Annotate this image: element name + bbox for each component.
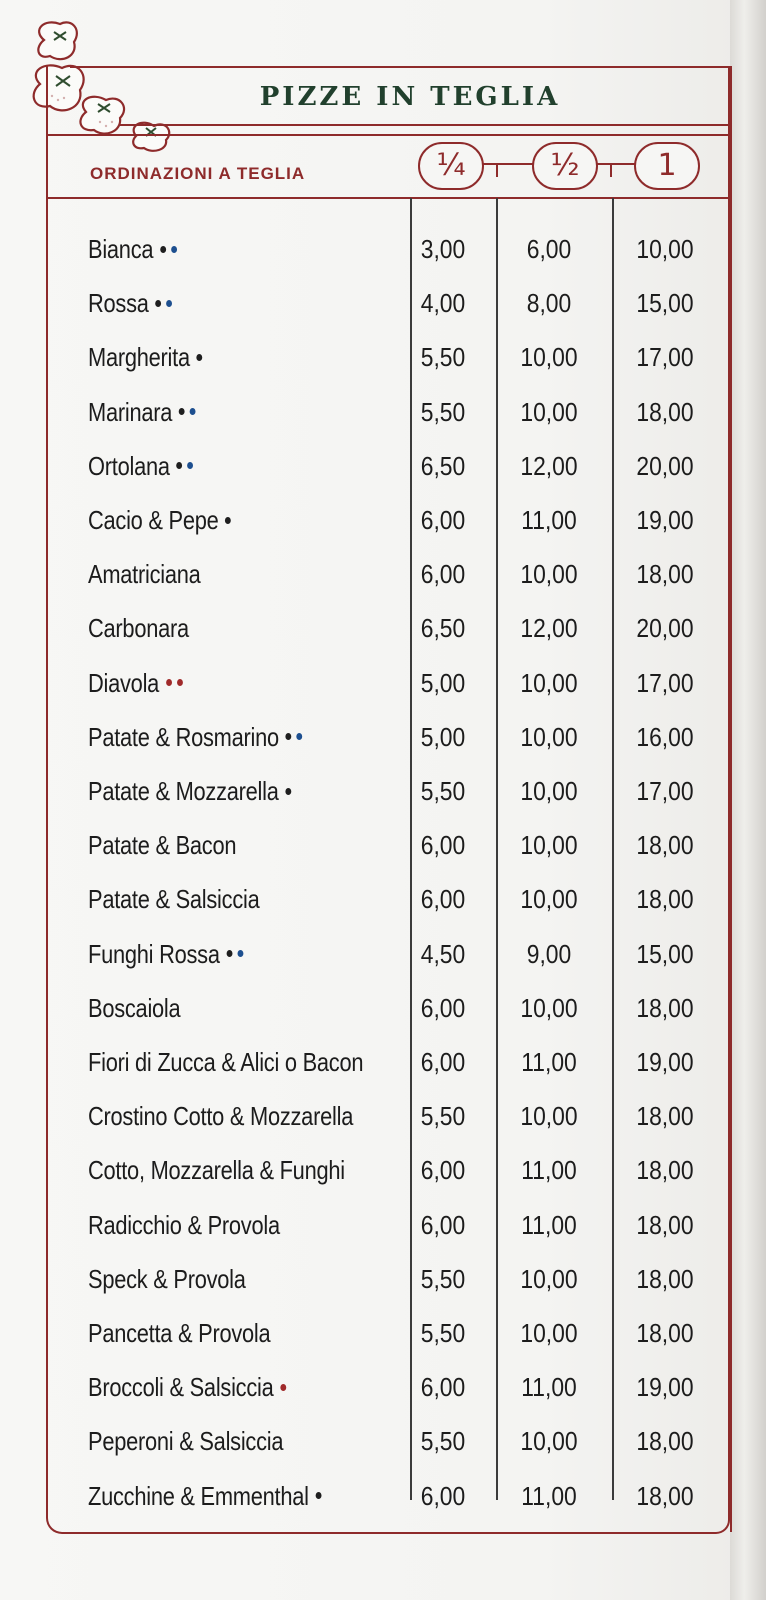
menu-item-row (0, 764, 730, 818)
price-whole: 18,00 (636, 1155, 694, 1186)
frame-right-border (730, 66, 732, 1532)
badge-connector (596, 163, 636, 165)
menu-item-label: Bianca (88, 234, 154, 264)
menu-item-label: Patate & Mozzarella (88, 776, 279, 806)
menu-item-label: Marinara (88, 396, 173, 427)
size-badge-quarter: ¼ (418, 142, 484, 190)
price-quarter: 6,00 (420, 992, 466, 1023)
menu-item-row (0, 493, 730, 547)
menu-item-row (0, 1414, 730, 1468)
price-whole: 18,00 (636, 1263, 694, 1294)
price-whole: 15,00 (636, 288, 694, 319)
menu-item-row (0, 1089, 730, 1143)
blue-dot-icon (297, 733, 303, 740)
menu-item-label: Ortolana (88, 450, 170, 481)
price-half: 11,00 (521, 1047, 577, 1077)
menu-item-name (88, 385, 196, 439)
menu-item-name (88, 1252, 246, 1306)
price-whole: 18,00 (636, 559, 694, 590)
menu-item-label: Patate & Salsiccia (88, 884, 260, 915)
red-dot-icon (280, 1384, 286, 1391)
price-quarter: 4,00 (420, 288, 466, 319)
price-quarter: 5,50 (420, 342, 466, 373)
menu-item-name (88, 276, 172, 330)
menu-item-name (88, 547, 201, 601)
menu-item-label: Patate & Rosmarino (88, 721, 279, 752)
menu-item-label: Amatriciana (88, 559, 201, 590)
diet-dots (171, 439, 193, 493)
menu-title: PIZZE IN TEGLIA (259, 82, 561, 112)
price-half: 11,00 (521, 1480, 577, 1511)
price-whole: 17,00 (636, 776, 694, 806)
price-quarter: 5,00 (420, 721, 466, 752)
price-whole: 18,00 (636, 396, 694, 427)
menu-subtitle: ORDINAZIONI A TEGLIA (90, 164, 306, 183)
price-whole: 17,00 (636, 342, 694, 373)
menu-item-name (88, 710, 302, 764)
menu-item-label: Peperoni & Salsiccia (88, 1426, 284, 1457)
menu-item-row (0, 656, 730, 710)
menu-item-name (88, 1469, 321, 1523)
menu-item-row (0, 710, 730, 764)
menu-item-label: Carbonara (88, 613, 189, 644)
menu-item-name (88, 439, 193, 493)
menu-item-label: Broccoli & Salsiccia (88, 1372, 274, 1403)
price-quarter: 6,00 (420, 1047, 466, 1077)
black-dot-icon (179, 408, 185, 415)
price-half: 10,00 (520, 1426, 578, 1457)
diet-dots (281, 710, 303, 764)
price-whole: 20,00 (636, 613, 694, 644)
menu-item-label: Speck & Provola (88, 1263, 246, 1294)
diet-dots (220, 493, 231, 547)
menu-item-name (88, 1089, 353, 1143)
price-quarter: 6,00 (420, 559, 466, 590)
price-half: 12,00 (520, 450, 578, 481)
black-dot-icon (315, 1492, 321, 1499)
size-badge-whole: 1 (634, 142, 700, 190)
price-quarter: 6,00 (420, 1372, 466, 1403)
menu-item-row (0, 1035, 730, 1089)
price-half: 10,00 (520, 396, 578, 427)
menu-item-name (88, 981, 180, 1035)
menu-item-name (88, 656, 183, 710)
menu-item-label: Fiori di Zucca & Alici o Bacon (88, 1047, 364, 1077)
menu-item-label: Radicchio & Provola (88, 1209, 280, 1240)
menu-item-label: Cotto, Mozzarella & Funghi (88, 1155, 345, 1186)
blue-dot-icon (187, 462, 193, 469)
menu-item-row (0, 385, 730, 439)
blue-dot-icon (190, 408, 196, 415)
price-quarter: 6,00 (420, 884, 466, 915)
menu-item-name (88, 330, 202, 384)
black-dot-icon (226, 950, 232, 957)
menu-item-name (88, 1198, 280, 1252)
menu-item-name (88, 1360, 286, 1414)
menu-item-name (88, 493, 231, 547)
price-whole: 16,00 (636, 721, 694, 752)
price-half: 10,00 (520, 776, 578, 806)
menu-item-name (88, 1035, 363, 1089)
black-dot-icon (176, 462, 182, 469)
diet-dots (161, 656, 183, 710)
diet-dots (275, 1360, 286, 1414)
price-whole: 18,00 (636, 1426, 694, 1457)
menu-item-row (0, 222, 730, 276)
price-half: 12,00 (520, 613, 578, 644)
blue-dot-icon (237, 950, 243, 957)
price-half: 10,00 (520, 1318, 578, 1348)
price-quarter: 3,00 (420, 234, 466, 264)
price-whole: 17,00 (636, 667, 694, 698)
menu-item-row (0, 547, 730, 601)
menu-item-row (0, 1198, 730, 1252)
menu-item-label: Crostino Cotto & Mozzarella (88, 1101, 354, 1132)
menu-item-label: Patate & Bacon (88, 830, 237, 861)
menu-item-row (0, 439, 730, 493)
price-half: 11,00 (521, 505, 577, 535)
price-whole: 20,00 (636, 450, 694, 481)
price-half: 10,00 (520, 884, 578, 915)
price-quarter: 5,50 (420, 1101, 466, 1132)
price-quarter: 5,50 (420, 1426, 466, 1457)
price-whole: 18,00 (636, 830, 694, 861)
menu-item-row (0, 1360, 730, 1414)
menu-item-name (88, 872, 259, 926)
blue-dot-icon (166, 300, 172, 307)
menu-item-name (88, 222, 177, 276)
menu-item-row (0, 1143, 730, 1197)
price-half: 10,00 (520, 1101, 578, 1132)
menu-item-label: Zucchine & Emmenthal (88, 1480, 309, 1511)
black-dot-icon (286, 733, 292, 740)
price-half: 10,00 (520, 342, 578, 373)
menu-item-row (0, 981, 730, 1035)
menu-item-row (0, 818, 730, 872)
price-quarter: 6,00 (420, 1209, 466, 1240)
menu-item-label: Pancetta & Provola (88, 1318, 271, 1348)
menu-item-label: Cacio & Pepe (88, 505, 219, 535)
menu-item-name (88, 927, 243, 981)
price-quarter: 6,00 (420, 1480, 466, 1511)
price-half: 8,00 (526, 288, 572, 319)
diet-dots (221, 927, 243, 981)
menu-item-name (88, 1414, 283, 1468)
price-half: 10,00 (520, 1263, 578, 1294)
price-whole: 19,00 (636, 1372, 694, 1403)
black-dot-icon (160, 246, 166, 253)
price-quarter: 5,50 (420, 396, 466, 427)
price-quarter: 6,50 (420, 613, 466, 644)
diet-dots (155, 222, 177, 276)
diet-dots (150, 276, 172, 330)
price-half: 11,00 (521, 1209, 577, 1240)
diet-dots (192, 330, 203, 384)
price-half: 11,00 (521, 1155, 577, 1186)
price-half: 10,00 (520, 830, 578, 861)
menu-item-label: Funghi Rossa (88, 938, 220, 969)
size-badge-half: ½ (532, 142, 598, 190)
menu-item-label: Rossa (88, 288, 149, 319)
price-whole: 18,00 (636, 1209, 694, 1240)
price-half: 10,00 (520, 721, 578, 752)
price-whole: 18,00 (636, 992, 694, 1023)
column-tick (496, 163, 498, 177)
red-dot-icon (177, 679, 183, 686)
price-quarter: 5,50 (420, 1263, 466, 1294)
menu-item-name (88, 1143, 345, 1197)
menu-item-row (0, 927, 730, 981)
menu-item-row (0, 1469, 730, 1523)
price-quarter: 5,00 (420, 667, 466, 698)
black-dot-icon (285, 788, 291, 795)
price-half: 10,00 (520, 667, 578, 698)
price-whole: 19,00 (636, 505, 694, 535)
black-dot-icon (197, 354, 203, 361)
menu-item-name (88, 1306, 270, 1360)
price-quarter: 4,50 (420, 938, 466, 969)
page-spine (730, 0, 766, 1600)
red-dot-icon (166, 679, 172, 686)
menu-item-name (88, 818, 236, 872)
menu-item-label: Boscaiola (88, 992, 181, 1023)
menu-item-name (88, 764, 291, 818)
menu-item-row (0, 1252, 730, 1306)
price-half: 6,00 (526, 234, 572, 264)
black-dot-icon (155, 300, 161, 307)
black-dot-icon (225, 517, 231, 524)
menu-item-name (88, 601, 189, 655)
price-half: 10,00 (520, 559, 578, 590)
menu-item-row (0, 872, 730, 926)
menu-item-row (0, 1306, 730, 1360)
price-whole: 15,00 (636, 938, 694, 969)
menu-item-label: Margherita (88, 342, 190, 373)
badge-connector (478, 163, 534, 165)
price-half: 10,00 (520, 992, 578, 1023)
price-whole: 18,00 (636, 884, 694, 915)
price-whole: 18,00 (636, 1318, 694, 1348)
price-quarter: 6,50 (420, 450, 466, 481)
blue-dot-icon (171, 246, 177, 253)
column-tick (610, 163, 612, 177)
price-half: 9,00 (526, 938, 572, 969)
price-quarter: 5,50 (420, 776, 466, 806)
price-quarter: 5,50 (420, 1318, 466, 1348)
price-half: 11,00 (521, 1372, 577, 1403)
diet-dots (280, 764, 291, 818)
price-whole: 18,00 (636, 1101, 694, 1132)
price-whole: 18,00 (636, 1480, 694, 1511)
menu-item-row (0, 330, 730, 384)
price-quarter: 6,00 (420, 830, 466, 861)
diet-dots (310, 1469, 321, 1523)
menu-item-row (0, 601, 730, 655)
menu-item-row (0, 276, 730, 330)
price-quarter: 6,00 (420, 1155, 466, 1186)
price-whole: 19,00 (636, 1047, 694, 1077)
diet-dots (174, 385, 196, 439)
price-quarter: 6,00 (420, 505, 466, 535)
price-whole: 10,00 (636, 234, 694, 264)
menu-item-label: Diavola (88, 667, 160, 698)
